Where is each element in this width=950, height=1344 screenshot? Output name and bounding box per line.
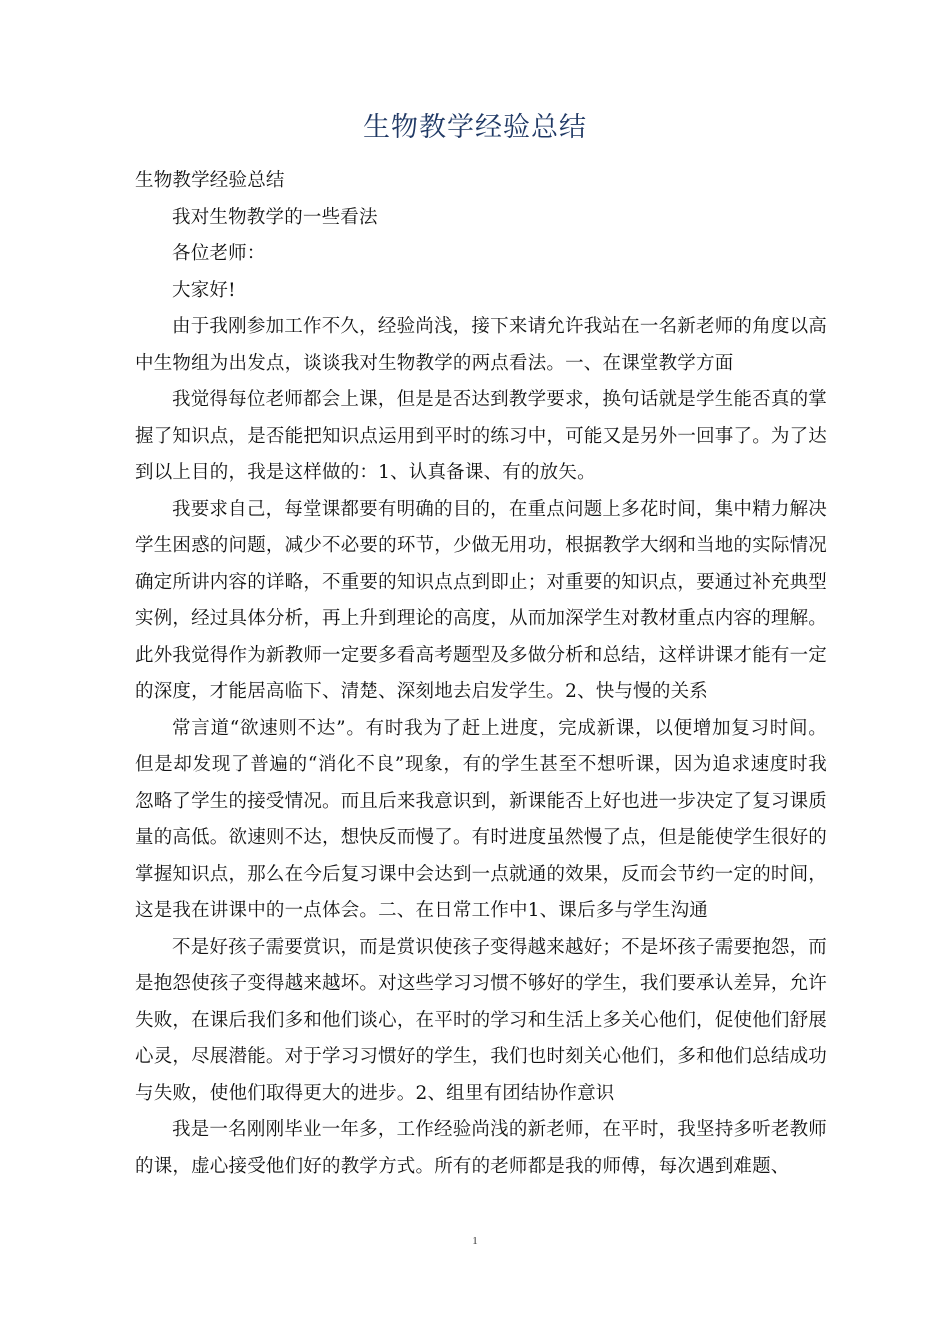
page-number: 1 (472, 1235, 478, 1247)
body-paragraph: 常言道“欲速则不达”。有时我为了赶上进度，完成新课，以便增加复习时间。但是却发现了普遍的“消化不良”现象，有的学生甚至不想听课，因为追求速度时我忽略了学生的接受情况。而且后来我意识到，新课能否上好也进一步决定了复习课质量的高低。欲速则不达，想快反而慢了。有时进度虽然慢了点，但是能使学生很好的掌握知识点，那么在今后复习课中会达到一点就通的效果，反而会节约一定的时间，这是我在讲课中的一点体会。二、在日常工作中1、课后多与学生沟通 (135, 717, 827, 921)
body-paragraph: 不是好孩子需要赏识，而是赏识使孩子变得越来越好；不是坏孩子需要抱怨，而是抱怨使孩子变得越来越坏。对这些学习习惯不够好的学生，我们要承认差异，允许失败，在课后我们多和他们谈心，在平时的学习和生活上多关心他们，促使他们舒展心灵，尽展潜能。对于学习习惯好的学生，我们也时刻关心他们，多和他们总结成功与失败，使他们取得更大的进步。2、组里有团结协作意识 (135, 936, 827, 1104)
body-paragraph: 我觉得每位老师都会上课，但是是否达到教学要求，换句话就是学生能否真的掌握了知识点，是否能把知识点运用到平时的练习中，可能又是另外一回事了。为了达到以上目的，我是这样做的：1、认真备课、有的放矢。 (135, 389, 827, 483)
body-paragraph: 大家好! (172, 279, 236, 301)
body-paragraph: 我要求自己，每堂课都要有明确的目的，在重点问题上多花时间，集中精力解决学生困惑的问题，减少不必要的环节，少做无用功，根据教学大纲和当地的实际情况确定所讲内容的详略，不重要的知识点点到即止；对重要的知识点，要通过补充典型实例，经过具体分析，再上升到理论的高度，从而加深学生对教材重点内容的理解。此外我觉得作为新教师一定要多看高考题型及多做分析和总结，这样讲课才能有一定的深度，才能居高临下、清楚、深刻地去启发学生。2、快与慢的关系 (135, 498, 827, 702)
body-paragraph: 各位老师： (172, 243, 266, 264)
body-paragraph: 我对生物教学的一些看法 (172, 206, 378, 228)
document-body (135, 163, 827, 1185)
body-paragraph: 我是一名刚刚毕业一年多，工作经验尚浅的新老师，在平时，我坚持多听老教师的课，虚心接受他们好的教学方式。所有的老师都是我的师傅，每次遇到难题、 (135, 1119, 827, 1177)
document-title: 生物教学经验总结 (363, 112, 587, 143)
subtitle-paragraph: 生物教学经验总结 (135, 170, 285, 191)
body-paragraph: 由于我刚参加工作不久，经验尚浅，接下来请允许我站在一名新老师的角度以高中生物组为出发点，谈谈我对生物教学的两点看法。一、在课堂教学方面 (135, 316, 827, 374)
